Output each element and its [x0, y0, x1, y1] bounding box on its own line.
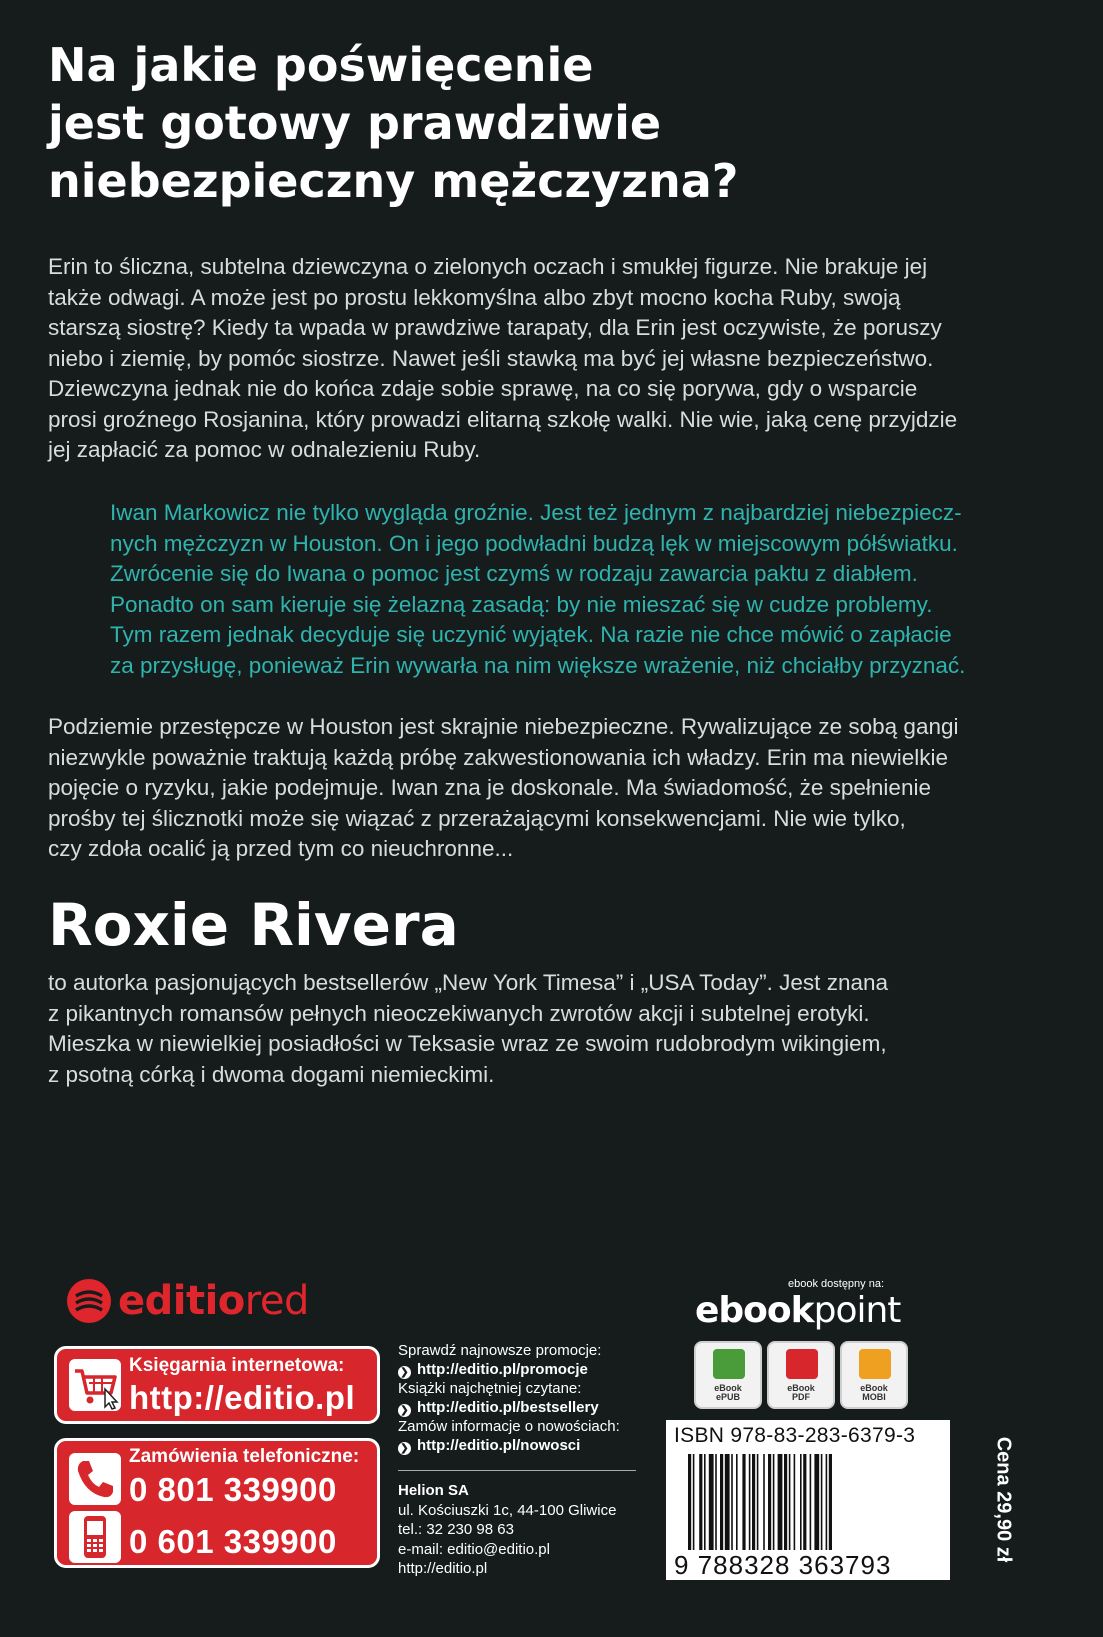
barcode-bar [736, 1454, 738, 1550]
shop-url[interactable]: http://editio.pl [129, 1379, 356, 1416]
ebookpoint-light: point [813, 1290, 901, 1331]
text-line: Erin to śliczna, subtelna dziewczyna o zielonych oczach i smukłej figurze. Nie brakuje jej [48, 254, 928, 279]
text-line: Dziewczyna jednak nie do końca zdaje sobie sprawę, na co się porywa, gdy o wsparcie [48, 376, 918, 401]
epub-icon [713, 1349, 745, 1379]
online-shop-box[interactable] [54, 1346, 380, 1424]
publisher-tel: tel.: 32 230 98 63 [398, 1521, 514, 1538]
quote-paragraph [110, 498, 1103, 681]
barcode-bar [829, 1454, 832, 1550]
barcode-bar [688, 1454, 691, 1550]
phone-number-mobile[interactable]: 0 601 339900 [129, 1523, 337, 1560]
bio-line: Mieszka w niewielkiej posiadłości w Teksasie wraz ze swoim rudobrodym wikingiem, [48, 1031, 887, 1056]
intro-paragraph [48, 252, 1048, 466]
barcode-bar [826, 1454, 828, 1550]
headline-line: niebezpieczny mężczyzna? [48, 154, 739, 208]
barcode-bar [789, 1454, 791, 1550]
logo-text [118, 1278, 309, 1324]
headline [48, 36, 1048, 210]
barcode-bar [704, 1454, 706, 1550]
format-pdf-label: eBook PDF [787, 1383, 815, 1402]
barcode-bar [794, 1454, 796, 1550]
logo-suffix: red [244, 1278, 309, 1324]
barcode-bar [768, 1454, 771, 1550]
barcode-bar [778, 1454, 783, 1550]
text-line: niebo i ziemię, by pomóc siostrze. Nawet jeśli stawką ma być jej własne bezpieczeństwo. [48, 345, 934, 371]
editio-red-logo [66, 1276, 309, 1326]
barcode-bar [749, 1454, 751, 1550]
publisher-web[interactable]: http://editio.pl [398, 1560, 488, 1577]
news-label: Zamów informacje o nowościach: [398, 1418, 620, 1435]
barcode-bars [686, 1454, 936, 1550]
text-line: jej zapłacić za pomoc w odnalezieniu Ruby. [48, 437, 481, 462]
barcode-bar [725, 1454, 730, 1550]
publisher-info [398, 1481, 616, 1579]
barcode-bar [784, 1454, 787, 1550]
shop-label: Księgarnia internetowa: [129, 1355, 345, 1376]
bio-line: to autorka pasjonujących bestsellerów „New York Timesa” i „USA Today”. Jest znana [48, 970, 888, 995]
format-mobi-label: eBook MOBI [860, 1383, 888, 1402]
barcode-bar [763, 1454, 765, 1550]
promo-url[interactable]: http://editio.pl/promocje [417, 1361, 588, 1378]
ebookpoint-bold: ebook [695, 1290, 814, 1331]
promo-link[interactable] [398, 1360, 648, 1379]
ebookpoint-logo [695, 1290, 900, 1331]
news-url[interactable]: http://editio.pl/nowosci [417, 1437, 581, 1454]
bio-line: z pikantnych romansów pełnych nieoczekiwanych zwrotów akcji i subtelnej erotyki. [48, 1000, 870, 1026]
news-link[interactable] [398, 1436, 648, 1455]
barcode-bar [693, 1454, 695, 1550]
quote-line: za przysługę, ponieważ Erin wywarła na nim większe wrażenie, niż chciałby przyznać. [110, 652, 966, 678]
price-label [975, 1420, 1015, 1580]
text-line: czy zdoła ocalić ją przed tym co nieuchronne... [48, 836, 514, 861]
barcode-bar [814, 1454, 819, 1550]
price-text: Cena 29,90 zł [992, 1436, 1015, 1563]
barcode-bar [715, 1454, 717, 1550]
divider [398, 1470, 636, 1471]
editio-logo-icon [66, 1278, 112, 1324]
shopping-cart-icon [69, 1359, 121, 1411]
bestsellers-link[interactable] [398, 1398, 648, 1417]
format-epub [694, 1341, 762, 1409]
barcode-bar [800, 1454, 802, 1550]
mobi-icon [859, 1349, 891, 1379]
arrow-icon: ❯ [398, 1366, 411, 1379]
barcode-bar [757, 1454, 759, 1550]
format-pdf [767, 1341, 835, 1409]
author-name: Roxie Rivera [48, 891, 459, 959]
barcode-bar [773, 1454, 775, 1550]
text-line: prośby tej ślicznotki może się wiązać z przerażającymi konsekwencjami. Nie wie tylko, [48, 805, 906, 831]
headline-line: jest gotowy prawdziwie [48, 96, 662, 150]
quote-line: Tym razem jednak decyduje się uczynić wyjątek. Na razie nie chce mówić o zapłacie [110, 622, 952, 647]
text-line: prosi groźnego Rosjanina, który prowadzi elitarną szkołę walki. Nie wie, jaką cenę przyjdzie [48, 406, 958, 432]
promo-links [398, 1341, 648, 1455]
phone-orders-box [54, 1438, 380, 1568]
text-line: starszą siostrę? Kiedy ta wpada w prawdziwe tarapaty, dla Erin jest oczywiste, że poruszy [48, 315, 942, 340]
outro-paragraph [48, 712, 1048, 865]
barcode-bar [699, 1454, 702, 1550]
barcode-bar [720, 1454, 723, 1550]
barcode-bar [752, 1454, 755, 1550]
quote-line: Ponadto on sam kieruje się żelazną zasadą: by nie mieszać się w cudze problemy. [110, 591, 933, 617]
format-mobi [840, 1341, 908, 1409]
mobile-phone-icon [69, 1511, 121, 1563]
author-bio [48, 968, 1048, 1090]
ebook-caption: ebook dostępny na: [788, 1278, 885, 1290]
text-line: niezwykle poważnie traktują każdą próbę zakwestionowania ich władzy. Erin ma niewielkie [48, 744, 949, 770]
publisher-email[interactable]: e-mail: editio@editio.pl [398, 1540, 550, 1558]
barcode-bar [810, 1454, 812, 1550]
bio-line: z psotną córką i dwoma dogami niemieckimi. [48, 1061, 495, 1087]
quote-line: Iwan Markowicz nie tylko wygląda groźnie. Jest też jednym z najbardziej niebezpiecz- [110, 500, 962, 525]
barcode [666, 1420, 950, 1580]
bestsellers-label: Książki najchętniej czytane: [398, 1380, 582, 1397]
arrow-icon: ❯ [398, 1404, 411, 1417]
barcode-bar [709, 1454, 714, 1550]
format-epub-label: eBook ePUB [714, 1383, 742, 1402]
arrow-icon: ❯ [398, 1442, 411, 1455]
text-line: także odwagi. A może jest po prostu lekkomyślna albo zbyt mocno kocha Ruby, swoją [48, 284, 901, 310]
publisher-address: ul. Kościuszki 1c, 44-100 Gliwice [398, 1501, 617, 1519]
barcode-bar [731, 1454, 733, 1550]
phone-icon [69, 1453, 121, 1505]
quote-line: nych mężczyzn w Houston. On i jego podwładni budzą lęk w miejscowym półświatku. [110, 530, 958, 556]
promo-label: Sprawdź najnowsze promocje: [398, 1342, 602, 1359]
headline-line: Na jakie poświęcenie [48, 38, 594, 92]
barcode-bar [821, 1454, 823, 1550]
isbn-text: ISBN 978-83-283-6379-3 [674, 1424, 916, 1447]
bestsellers-url[interactable]: http://editio.pl/bestsellery [417, 1399, 599, 1416]
pdf-icon [786, 1349, 818, 1379]
publisher-name: Helion SA [398, 1482, 469, 1499]
logo-prefix: editio [118, 1278, 245, 1324]
quote-line: Zwrócenie się do Iwana o pomoc jest czymś w rodzaju zawarcia paktu z diabłem. [110, 561, 918, 586]
barcode-bar [742, 1454, 745, 1550]
phone-label: Zamówienia telefoniczne: [129, 1446, 360, 1467]
text-line: Podziemie przestępcze w Houston jest skrajnie niebezpieczne. Rywalizujące ze sobą gangi [48, 714, 959, 739]
ean-digits: 9 788328 363793 [674, 1550, 892, 1580]
barcode-bar [803, 1454, 806, 1550]
phone-number-landline[interactable]: 0 801 339900 [129, 1471, 337, 1508]
text-line: pojęcie o ryzyku, jakie podejmuje. Iwan zna je doskonale. Ma świadomość, że spełnienie [48, 775, 931, 800]
